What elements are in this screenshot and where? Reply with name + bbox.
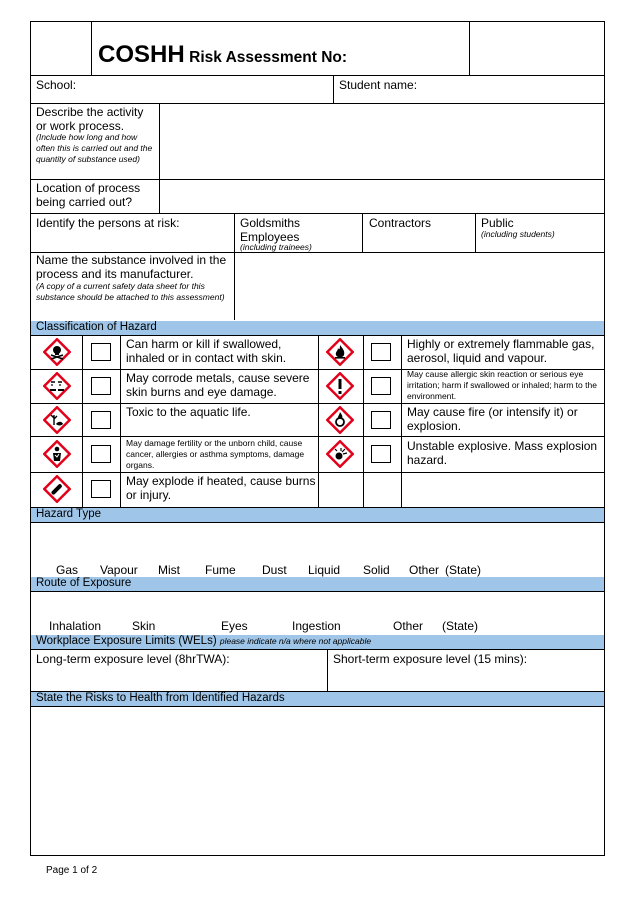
page-title: COSHH Risk Assessment No: [98,41,348,68]
hazard-text-oxidising: May cause fire (or intensify it) or explosion. [407,405,578,433]
activity-label: Describe the activity or work process. [36,105,144,133]
hazard-text-health-hazard: May damage fertility or the unborn child, cause cancer, allergies or asthma symptoms, damage organs. [126,438,305,470]
route-heading: Route of Exposure [31,577,604,591]
persons-employees: Goldsmiths Employees [240,216,301,244]
route-inhalation[interactable]: Inhalation [49,619,102,633]
checkbox-oxidising[interactable] [371,411,391,429]
route-eyes[interactable]: Eyes [221,619,248,633]
corrosion-icon [43,372,71,400]
col-line [120,335,121,507]
hazard-text-gas-under-pressure: May explode if heated, cause burns or injury. [126,474,316,502]
risks-heading: State the Risks to Health from Identified Hazards [31,692,604,706]
hazard-text-acute-toxicity: Can harm or kill if swallowed, inhaled or in contact with skin. [126,337,287,365]
flame-icon [326,338,354,366]
risks-input[interactable] [31,707,604,855]
hazard-type-other[interactable]: Other [409,563,440,577]
hazard-text-explosive: Unstable explosive. Mass explosion hazard. [407,439,598,467]
title-divider-right [469,21,470,76]
hazard-type-solid[interactable]: Solid [363,563,390,577]
checkbox-explosive[interactable] [371,445,391,463]
route-state: (State) [442,619,479,633]
hazard-type-fume[interactable]: Fume [205,563,236,577]
checkbox-environmental[interactable] [91,411,111,429]
hazard-type-liquid[interactable]: Liquid [308,563,341,577]
hazard-text-environmental: Toxic to the aquatic life. [126,405,251,419]
row-line [31,522,604,523]
checkbox-irritant[interactable] [371,377,391,395]
title-divider-left [91,21,92,76]
page-footer: Page 1 of 2 [46,865,98,876]
gas-cylinder-icon [43,475,71,503]
persons-public: Public [481,216,514,230]
short-term-exposure-label: Short-term exposure level (15 mins): [333,652,528,666]
col-line [363,335,364,507]
route-ingestion[interactable]: Ingestion [292,619,341,633]
row-line [31,75,604,76]
col-line [82,335,83,507]
persons-public-note: (including students) [481,229,555,239]
col-line [475,213,476,252]
col-line [362,213,363,252]
checkbox-acute-toxicity[interactable] [91,343,111,361]
persons-employees-note: (including trainees) [240,242,312,252]
col-line [327,649,328,691]
exclamation-icon [326,372,354,400]
checkbox-corrosive[interactable] [91,377,111,395]
wels-heading: Workplace Exposure Limits (WELs) please indicate n/a where not applicable [31,635,604,649]
hazard-type-mist[interactable]: Mist [158,563,180,577]
substance-label: Name the substance involved in the process and its manufacturer. [36,253,227,281]
hazard-text-irritant: May cause allergic skin reaction or serious eye irritation; harm if swallowed or inhaled; harm to the environment. [407,369,597,401]
student-name-label: Student name: [339,78,418,92]
persons-contractors: Contractors [369,216,432,230]
checkbox-gas-under-pressure[interactable] [91,480,111,498]
route-skin[interactable]: Skin [132,619,156,633]
checkbox-flammable[interactable] [371,343,391,361]
hazard-type-dust[interactable]: Dust [262,563,287,577]
skull-crossbones-icon [43,338,71,366]
location-input[interactable] [160,180,604,213]
hazard-text-corrosive: May corrode metals, cause severe skin burns and eye damage. [126,371,310,399]
substance-note: (A copy of a current safety data sheet for this substance should be attached to this assessment) [36,281,225,302]
health-hazard-icon [43,440,71,468]
hazard-type-gas[interactable]: Gas [56,563,79,577]
environment-icon [43,406,71,434]
activity-input[interactable] [160,104,604,179]
row-line [31,591,604,592]
persons-label: Identify the persons at risk: [36,216,180,230]
hazard-type-heading: Hazard Type [31,508,604,522]
route-other[interactable]: Other [393,619,424,633]
hazard-text-flammable: Highly or extremely flammable gas, aerosol, liquid and vapour. [407,337,595,365]
activity-note: (Include how long and how often this is carried out and the quantity of substance used) [36,132,153,164]
substance-input[interactable] [235,253,604,320]
location-label: Location of process being carried out? [36,181,141,209]
hazard-type-vapour[interactable]: Vapour [100,563,138,577]
col-line [401,335,402,507]
classification-heading: Classification of Hazard [31,321,604,335]
col-line [318,335,319,507]
row-line [31,649,604,650]
school-label: School: [36,78,77,92]
hazard-type-state: (State) [445,563,482,577]
long-term-exposure-label: Long-term exposure level (8hrTWA): [36,652,230,666]
exploding-bomb-icon [326,440,354,468]
checkbox-health-hazard[interactable] [91,445,111,463]
row-line [31,213,604,214]
col-line [333,75,334,103]
flame-over-circle-icon [326,406,354,434]
